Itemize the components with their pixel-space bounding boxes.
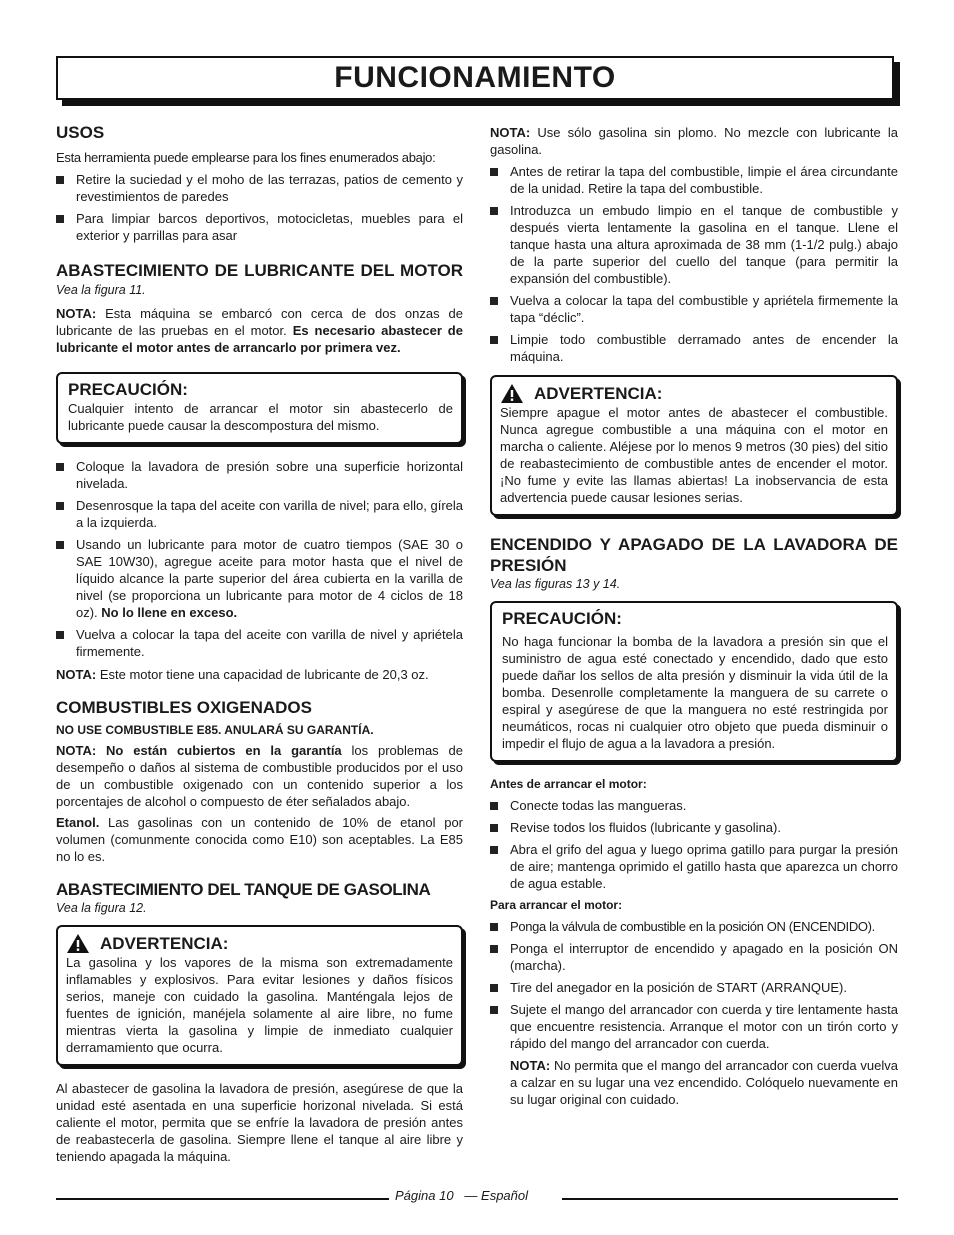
final-note: NOTA: No permita que el mango del arrancador con cuerda vuelva a calzar en su lugar una vez encendido. Colóquelo nuevamente en su lugar original con cuidado. [510, 1058, 898, 1107]
list-item: Retire la suciedad y el moho de las terrazas, patios de cemento y revestimientos de paredes [56, 171, 463, 205]
advertencia-box [490, 375, 898, 516]
antes-heading: Antes de arrancar el motor: [490, 777, 647, 791]
list-item: Revise todos los fluidos (lubricante y gasolina). [490, 819, 898, 836]
usos-list [56, 171, 463, 244]
lubricante-note: NOTA: Esta máquina se embarcó con cerca de dos onzas de lubricante de las pruebas en el motor. Es necesario abastecer de lubricante el motor antes de arrancarlo por primera vez. [56, 306, 463, 355]
list-item: Desenrosque la tapa del aceite con varilla de nivel; para ello, gírela a la izquierda. [56, 497, 463, 531]
figure-reference: Vea la figura 12. [56, 901, 147, 915]
arrancar-steps [490, 918, 898, 1052]
arrancar-heading: Para arrancar el motor: [490, 898, 623, 912]
tanque-heading: ABASTECIMIENTO DEL TANQUE DE GASOLINA [56, 880, 431, 899]
advertencia-box [56, 925, 463, 1066]
right-column [490, 124, 898, 1108]
antes-steps [490, 797, 898, 892]
lubricante-heading: ABASTECIMIENTO DE LUBRICANTE DEL MOTOR [56, 261, 463, 280]
precaucion-box [490, 601, 898, 762]
list-item: Vuelva a colocar la tapa del aceite con varilla de nivel y apriétela firmemente. [56, 626, 463, 660]
left-column [56, 122, 463, 1165]
e85-warning: NO USE COMBUSTIBLE E85. ANULARÁ SU GARANTÍA. [56, 723, 374, 737]
list-item: Conecte todas las mangueras. [490, 797, 898, 814]
advertencia-text: Siempre apague el motor antes de abastecer el combustible. Nunca agregue combustible a una máquina con el motor en marcha o caliente. Aléjese por lo menos 9 metros (30 pies) del sitio de reabastecimiento de combustible antes de encender el motor. ¡No fume y evite las llamas abiertas! La inobservancia de esta advertencia puede causar lesiones serias. [500, 405, 888, 505]
list-item: Introduzca un embudo limpio en el tanque de combustible y después vierta lentamente la gasolina en el tanque. Llene el tanque hasta una altura aproximada de 38 mm (1-1/2 pulg.) abajo de la parte superior del cuello del tanque (para permitir la expansión del combustible). [490, 202, 898, 287]
list-item: Tire del anegador en la posición de START (ARRANQUE). [490, 979, 898, 996]
encendido-heading: ENCENDIDO Y APAGADO DE LA LAVADORA DE PRESIÓN [490, 535, 898, 575]
list-item: Vuelva a colocar la tapa del combustible y apriétela firmemente la tapa “déclic”. [490, 292, 898, 326]
precaucion-text: No haga funcionar la bomba de la lavadora a presión sin que el suministro de agua esté conectado y encendido, dado que esto puede dañar los sellos de alta presión y disminuir la vida útil de la bomba. Desenrolle completamente la manguera de su carrete o espiral y asegúrese de que la manguera no esté restringida por neumáticos, rocas ni cualquier otro objeto que pueda disminuir o impedir el flujo de agua a la lavadora a presión. [502, 634, 888, 751]
figure-reference: Vea la figura 11. [56, 283, 146, 297]
usos-heading: USOS [56, 123, 105, 142]
list-item: Ponga el interruptor de encendido y apagado en la posición ON (marcha). [490, 940, 898, 974]
usos-intro: Esta herramienta puede emplearse para los fines enumerados abajo: [56, 150, 436, 165]
precaucion-title: PRECAUCIÓN: [68, 380, 188, 399]
lubricante-capacity-note: NOTA: Este motor tiene una capacidad de lubricante de 20,3 oz. [56, 667, 429, 682]
warning-icon [66, 933, 90, 954]
footer-rule-left [56, 1198, 389, 1200]
list-item: Coloque la lavadora de presión sobre una superficie horizontal nivelada. [56, 458, 463, 492]
lubricante-steps [56, 458, 463, 660]
page-title-box [56, 56, 894, 100]
advertencia-text: La gasolina y los vapores de la misma son extremadamente inflamables y explosivos. Para evitar lesiones y daños físicos serios, maneje con cuidado la gasolina. Manténgala lejos de fuentes de ignición, manéjela solamente al aire libre, no fume mientras vierta la gasolina y limpie de inmediato cualquier derramamiento que ocurra. [66, 955, 453, 1055]
etanol-text: Etanol. Las gasolinas con un contenido de 10% de etanol por volumen (comunmente conocida como E10) son aceptables. La E85 no lo es. [56, 815, 463, 864]
language-label: — Español [464, 1188, 528, 1203]
list-item: Limpie todo combustible derramado antes de encender la máquina. [490, 331, 898, 365]
oxigenados-note: NOTA: No están cubiertos en la garantía los problemas de desempeño o daños al sistema de combustible producidos por el uso de un combustible oxigenado con un contenido superior a los porcentajes de alcohol o compuesto de éter señalados abajo. [56, 743, 463, 809]
list-item: Abra el grifo del agua y luego oprima gatillo para purgar la presión de aire; mantenga oprimido el gatillo hasta que aparezca un chorro de agua estable. [490, 841, 898, 892]
advertencia-title: ADVERTENCIA: [534, 383, 663, 403]
list-item: Antes de retirar la tapa del combustible, limpie el área circundante de la unidad. Retire la tapa del combustible. [490, 163, 898, 197]
list-item: Para limpiar barcos deportivos, motocicletas, muebles para el exterior y parrillas para asar [56, 210, 463, 244]
precaucion-text: Cualquier intento de arrancar el motor sin abastecerlo de lubricante puede causar la descompostura del mismo. [68, 401, 453, 433]
page-title: FUNCIONAMIENTO [334, 61, 616, 94]
advertencia-title: ADVERTENCIA: [100, 933, 229, 953]
precaucion-box [56, 372, 463, 444]
warning-icon [500, 383, 524, 404]
figure-reference: Vea las figuras 13 y 14. [490, 577, 621, 591]
oxigenados-heading: COMBUSTIBLES OXIGENADOS [56, 698, 312, 717]
footer [395, 1188, 528, 1203]
footer-rule-right [562, 1198, 898, 1200]
list-item: Usando un lubricante para motor de cuatro tiempos (SAE 30 o SAE 10W30), agregue aceite para motor hasta que el nivel de líquido alcance la parte superior del área cubierta en la varilla de nivel (se proporciona un lubricante para motor de 4 ciclos de 18 oz). No lo llene en exceso. [56, 536, 463, 621]
tanque-text: Al abastecer de gasolina la lavadora de presión, asegúrese de que la unidad esté asentada en una superficie horizonal nivelada. Si está caliente el motor, permita que se enfríe la lavadora de presión antes de reabastecerla de gasolina. Siempre llene el tanque al aire libre y teniendo apagada la máquina. [56, 1081, 463, 1164]
list-item: Sujete el mango del arrancador con cuerda y tire lentamente hasta que encuentre resistencia. Arranque el motor con un tirón corto y rápido del mango del arrancador con cuerda. [490, 1001, 898, 1052]
page-number: Página 10 [395, 1188, 454, 1203]
gasolina-note: NOTA: Use sólo gasolina sin plomo. No mezcle con lubricante la gasolina. [490, 125, 898, 157]
fuel-steps [490, 163, 898, 365]
list-item: Ponga la válvula de combustible en la posición ON (ENCENDIDO). [490, 918, 898, 935]
precaucion-title: PRECAUCIÓN: [502, 609, 622, 628]
